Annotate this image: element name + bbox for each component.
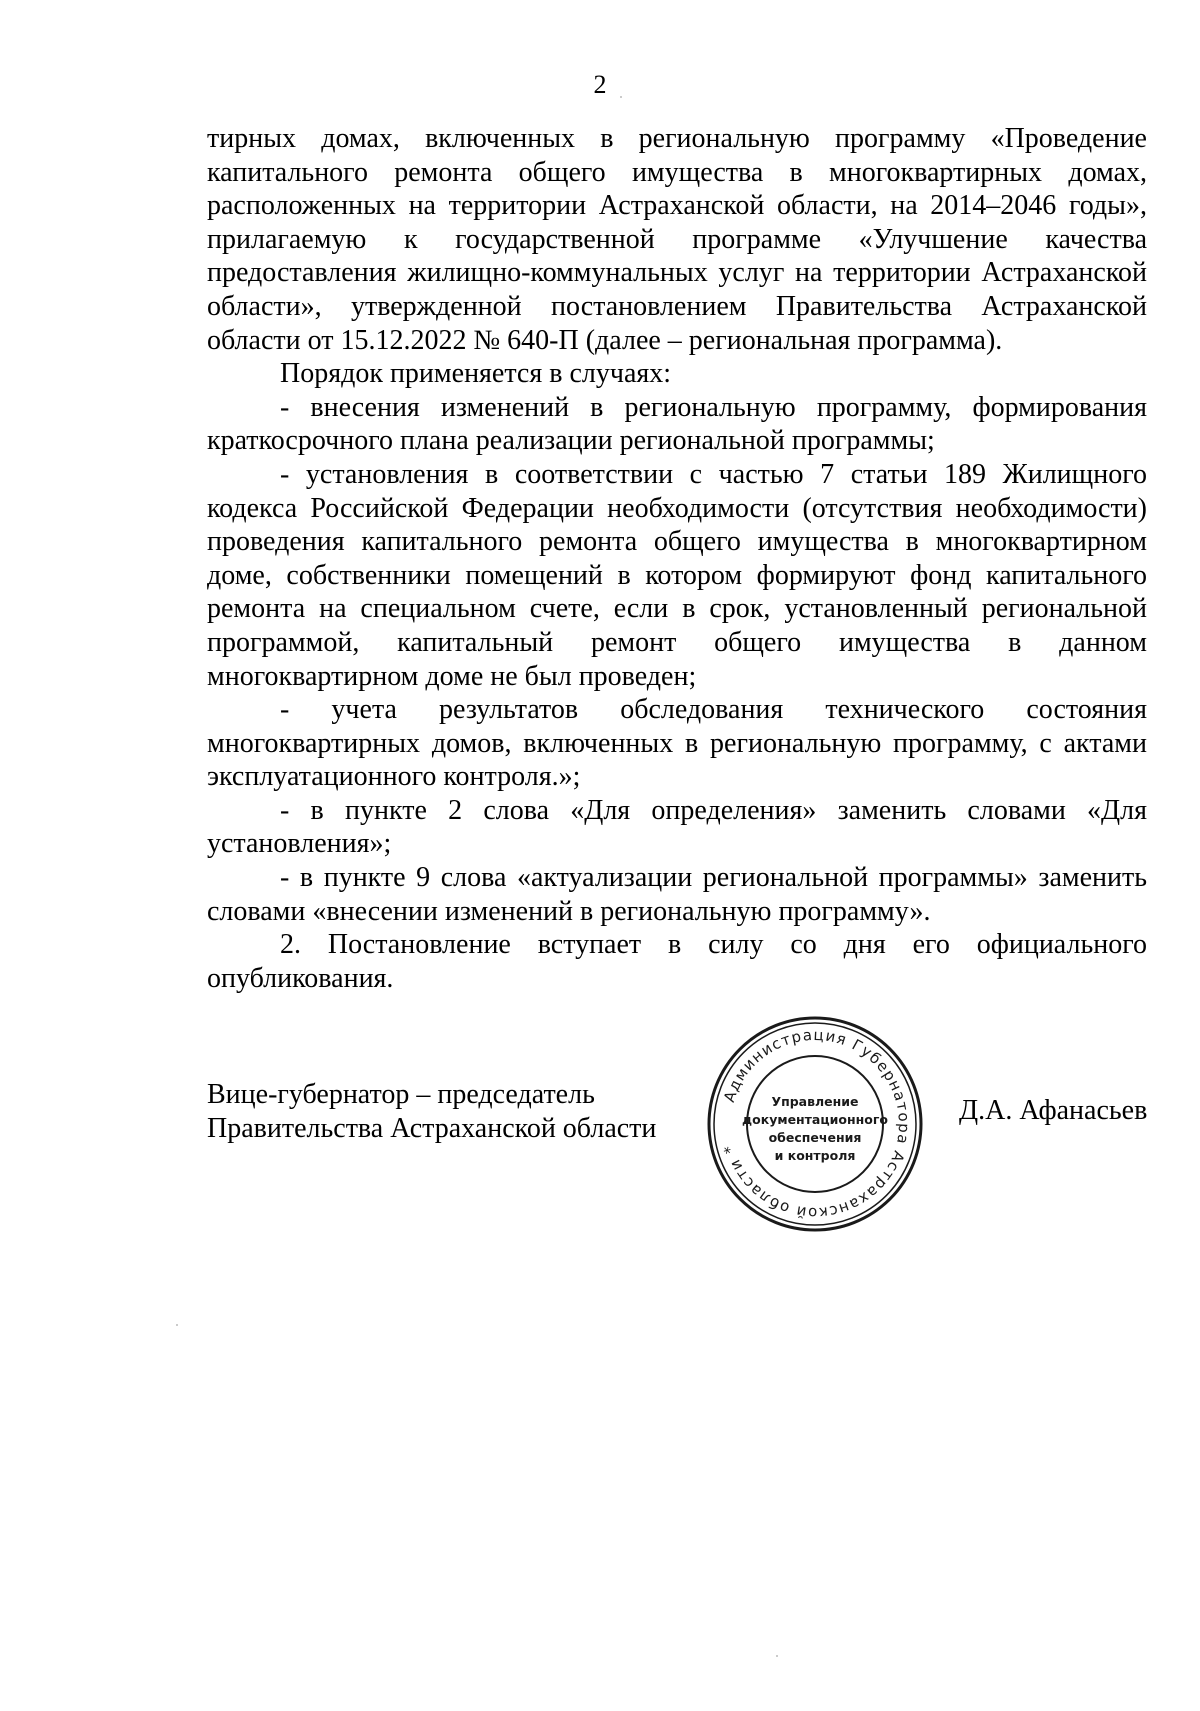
stamp-outer-text: Администрация Губернатора Астраханской области * <box>719 1025 914 1223</box>
paragraph-4: - учета результатов обследования технического состояния многоквартирных домов, включенных в региональную программу, с актами эксплуатационного контроля.»; <box>207 694 1147 793</box>
page-number: 2 <box>593 70 607 99</box>
stamp-inner-line-2: обеспечения <box>768 1130 862 1145</box>
paragraph-3: - установления в соответствии с частью 7 статьи 189 Жилищного кодекса Российской Федерации необходимости (отсутствия необходимости) проведения капитального ремонта общего имущества в многоквартирном доме, собственники помещений в котором формируют фонд капитального ремонта на специальном счете, если в срок, установленный региональной программой, капитальный ремонт общего имущества в данном многоквартирном доме не был проведен; <box>207 458 1147 692</box>
paragraph-2: - внесения изменений в региональную программу, формирования краткосрочного плана реализации региональной программы; <box>207 391 1147 457</box>
paragraph-0: тирных домах, включенных в региональную программу «Проведение капитального ремонта общего имущества в многоквартирных домах, расположенных на территории Астраханской области, на 2014–2046 годы», прилагаемую к государственной программе «Улучшение качества предоставления жилищно-коммунальных услуг на территории Астраханской области», утвержденной постановлением Правительства Астраханской области от 15.12.2022 № 640-П (далее – региональная программа). <box>207 123 1147 356</box>
stamp-inner-line-1: документационного <box>742 1112 888 1127</box>
signatory-position-line1: Вице-губернатор – председатель <box>207 1079 595 1110</box>
scan-speck <box>776 1655 778 1657</box>
document-body <box>207 122 1147 995</box>
signatory-position-line2: Правительства Астраханской области <box>207 1113 657 1144</box>
signatory-position <box>207 1078 656 1146</box>
scan-speck <box>176 1324 178 1326</box>
paragraph-5: - в пункте 2 слова «Для определения» заменить словами «Для установления»; <box>207 794 1147 860</box>
signatory-name: Д.А. Афанасьев <box>959 1095 1148 1126</box>
stamp-inner-line-0: Управление <box>771 1094 859 1109</box>
stamp-inner-line-3: и контроля <box>774 1148 856 1163</box>
paragraph-1: Порядок применяется в случаях: <box>280 358 672 390</box>
official-stamp <box>705 1014 925 1234</box>
scan-speck <box>620 96 622 98</box>
paragraph-7: 2. Постановление вступает в силу со дня его официального опубликования. <box>207 929 1147 994</box>
paragraph-6: - в пункте 9 слова «актуализации региональной программы» заменить словами «внесении изменений в региональную программу». <box>207 862 1147 927</box>
